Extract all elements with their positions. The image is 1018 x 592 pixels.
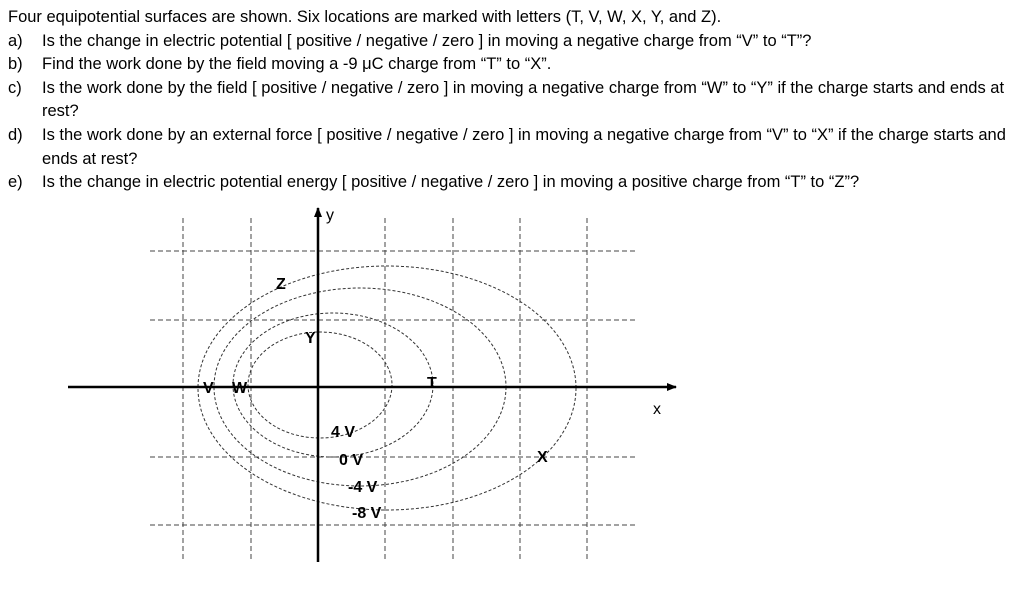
point-v: V bbox=[203, 380, 214, 397]
question-body: Is the work done by an external force [ positive / negative / zero ] in moving a negative charge from “V” to “X” if the charge starts and ends at rest? bbox=[42, 125, 1006, 168]
intro-text: Four equipotential surfaces are shown. Six locations are marked with letters (T, V, W, X, Y, and Z). bbox=[8, 8, 722, 26]
equipotential-label-4v: 4 V bbox=[331, 424, 356, 441]
question-a bbox=[8, 30, 1013, 54]
point-t: T bbox=[427, 375, 437, 392]
equipotential-label-neg4v: -4 V bbox=[348, 479, 378, 496]
equipotential-labels bbox=[331, 424, 382, 522]
question-d bbox=[8, 124, 1013, 171]
question-b bbox=[8, 53, 1013, 77]
equipotential-label-neg8v: -8 V bbox=[352, 505, 382, 522]
location-points bbox=[203, 276, 548, 466]
question-label: c) bbox=[8, 78, 22, 97]
question-label: d) bbox=[8, 125, 23, 144]
question-label: a) bbox=[8, 31, 23, 50]
question-body: Is the work done by the field [ positive / negative / zero ] in moving a negative charge from “W” to “Y” if the charge starts and ends at rest? bbox=[42, 78, 1005, 121]
question-text bbox=[8, 6, 1013, 195]
point-y: Y bbox=[305, 330, 316, 347]
grid bbox=[150, 218, 635, 560]
question-label: b) bbox=[8, 55, 23, 74]
question-body: Find the work done by the field moving a -9 μC charge from “T” to “X”. bbox=[42, 55, 552, 74]
question-body: Is the change in electric potential [ positive / negative / zero ] in moving a negative charge from “V” to “T”? bbox=[42, 31, 812, 50]
point-x: X bbox=[537, 449, 548, 466]
point-w: W bbox=[232, 380, 248, 397]
question-c bbox=[8, 77, 1013, 124]
y-axis-label: y bbox=[326, 207, 334, 224]
equipotential-diagram bbox=[0, 200, 1018, 592]
question-body: Is the change in electric potential energy [ positive / negative / zero ] in moving a positive charge from “T” to “Z”? bbox=[42, 173, 860, 192]
question-e bbox=[8, 171, 1013, 195]
equipotential-curve bbox=[248, 332, 392, 438]
question-label: e) bbox=[8, 173, 23, 192]
equipotential-label-0v: 0 V bbox=[339, 452, 364, 469]
x-axis-label: x bbox=[653, 401, 661, 418]
point-z: Z bbox=[276, 276, 286, 293]
